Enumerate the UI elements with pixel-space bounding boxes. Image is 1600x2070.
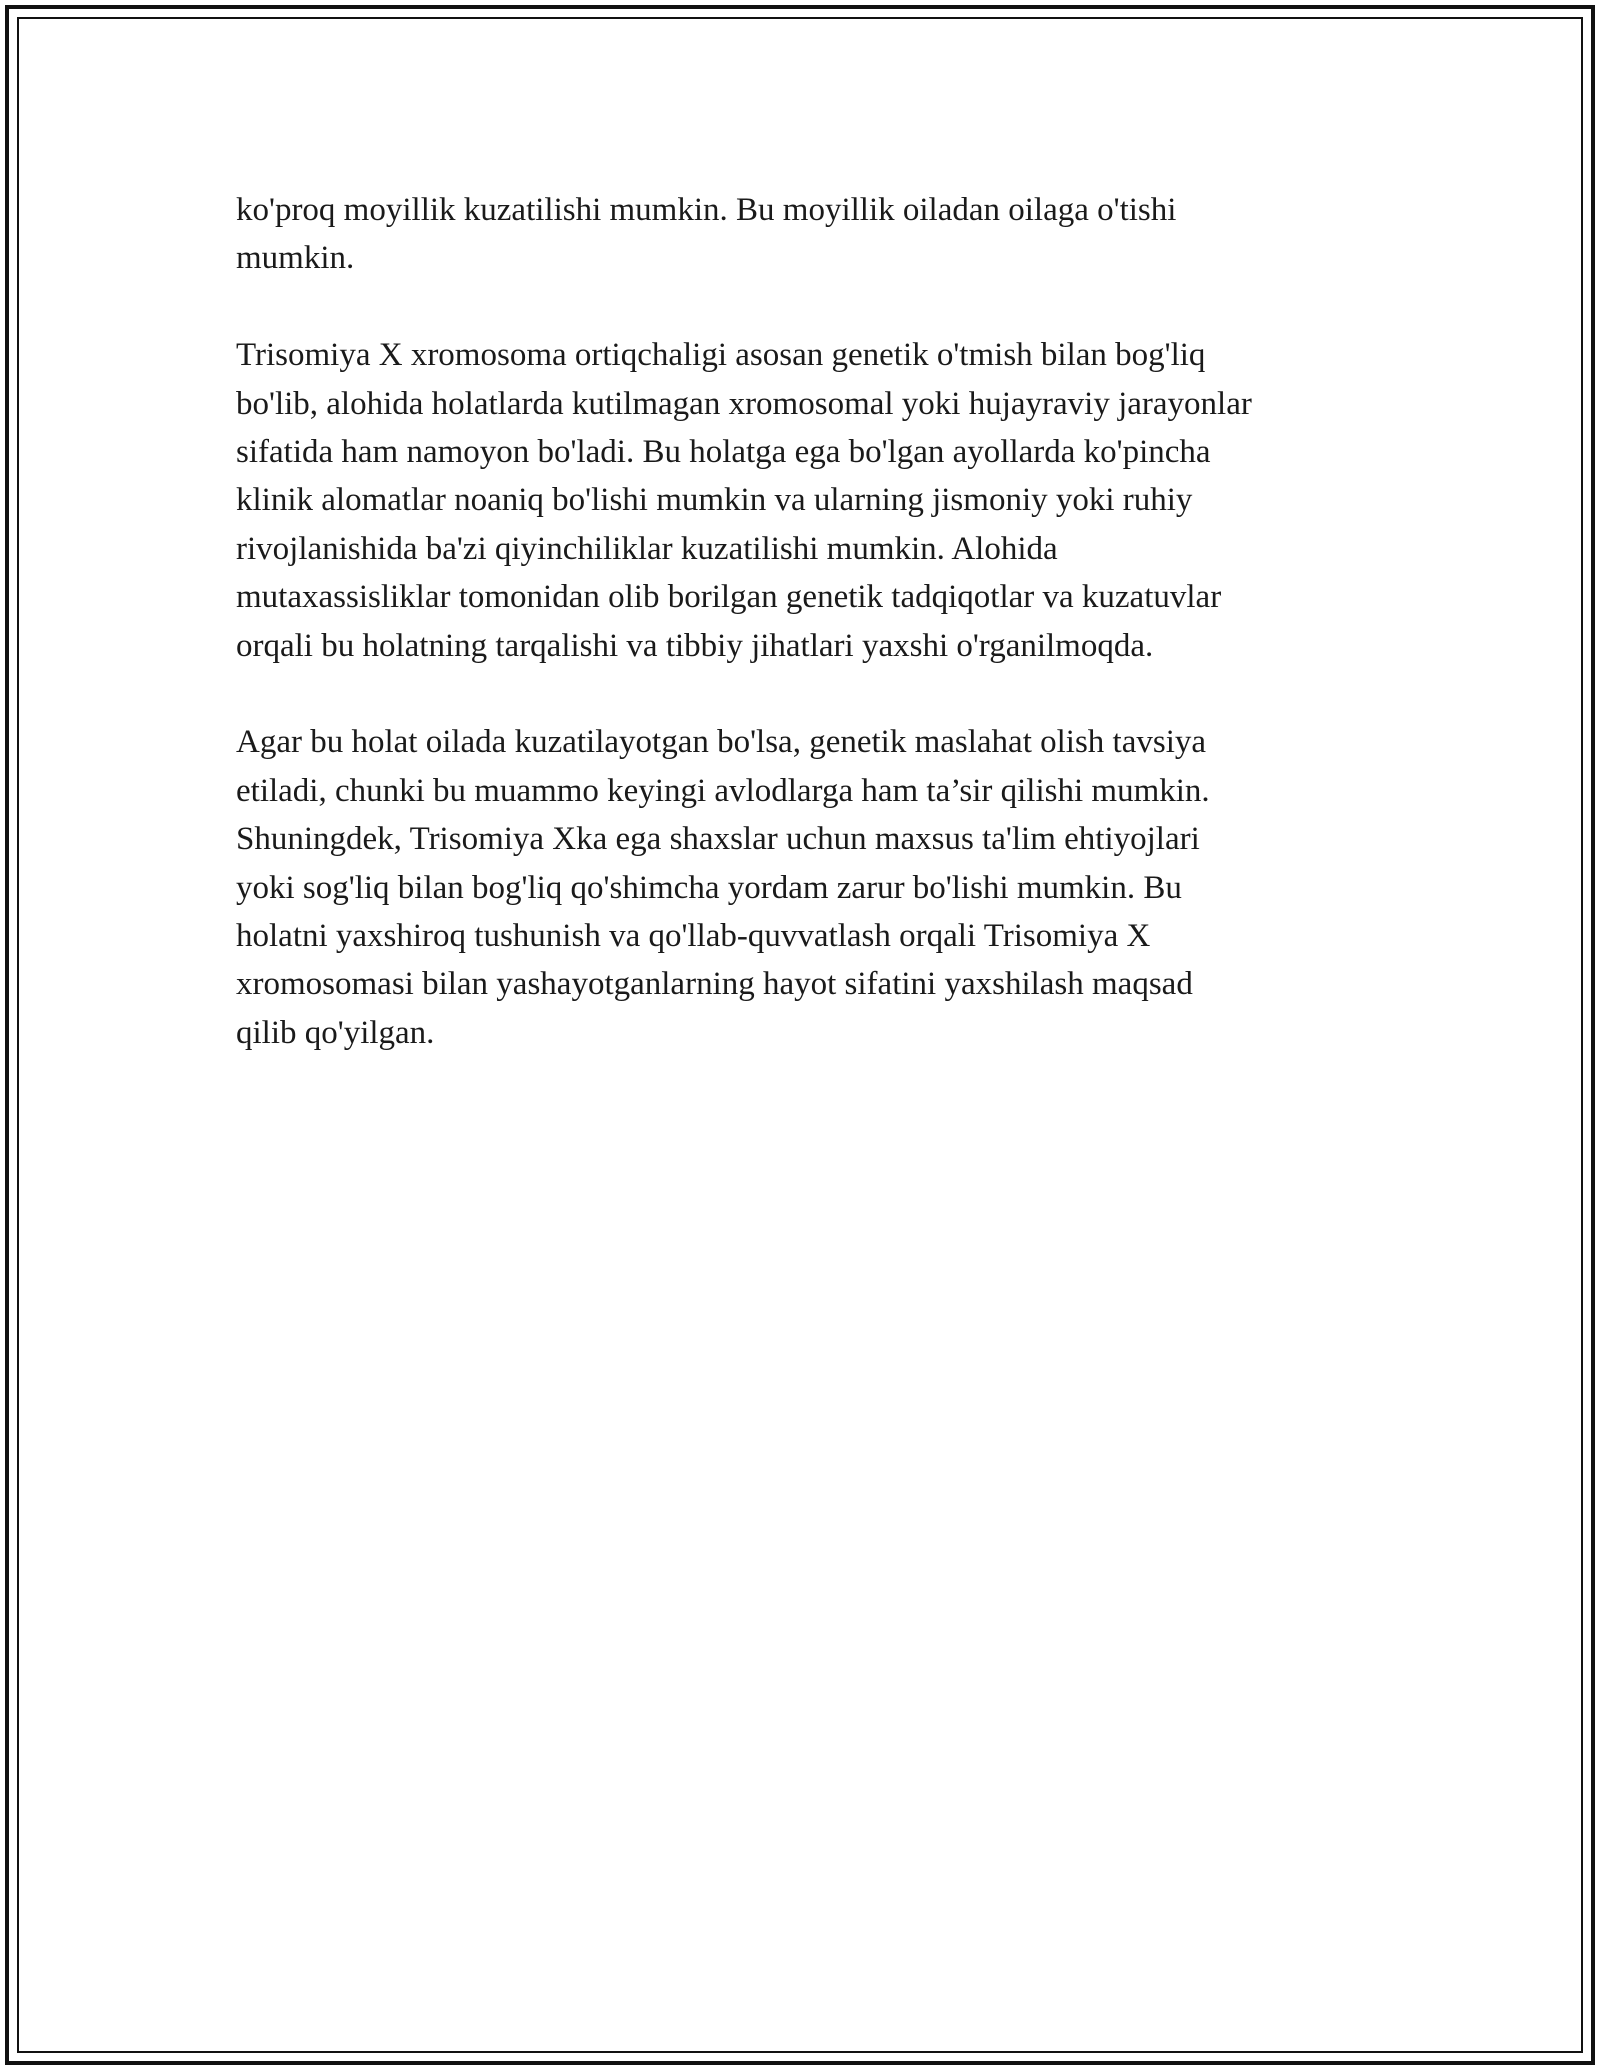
text-line: Shuningdek, Trisomiya Xka ega shaxslar uchun maxsus ta'lim ehtiyojlari: [236, 821, 1200, 858]
text-line: orqali bu holatning tarqalishi va tibbiy jihatlari yaxshi o'rganilmoqda.: [236, 627, 1154, 664]
text-line: etiladi, chunki bu muammo keyingi avlodlarga ham ta’sir qilishi mumkin.: [236, 772, 1210, 809]
text-line: sifatida ham namoyon bo'ladi. Bu holatga ega bo'lgan ayollarda ko'pincha: [236, 434, 1211, 471]
text-line: holatni yaxshiroq tushunish va qo'llab-quvvatlash orqali Trisomiya X: [236, 918, 1151, 955]
text-line: mumkin.: [236, 240, 355, 277]
paragraph-1: [236, 186, 1386, 283]
text-line: bo'lib, alohida holatlarda kutilmagan xromosomal yoki hujayraviy jarayonlar: [236, 385, 1252, 422]
text-line: Agar bu holat oilada kuzatilayotgan bo'lsa, genetik maslahat olish tavsiya: [236, 724, 1207, 761]
text-line: qilib qo'yilgan.: [236, 1014, 435, 1051]
text-line: klinik alomatlar noaniq bo'lishi mumkin va ularning jismoniy yoki ruhiy: [236, 482, 1193, 519]
text-line: ko'proq moyillik kuzatilishi mumkin. Bu moyillik oiladan oilaga o'tishi: [236, 192, 1177, 228]
paragraph-2: [236, 331, 1386, 670]
paragraph-3: [236, 718, 1386, 1057]
text-line: Trisomiya X xromosoma ortiqchaligi asosan genetik o'tmish bilan bog'liq: [236, 337, 1206, 374]
text-line: mutaxassisliklar tomonidan olib borilgan genetik tadqiqotlar va kuzatuvlar: [236, 579, 1222, 616]
text-line: rivojlanishida ba'zi qiyinchiliklar kuzatilishi mumkin. Alohida: [236, 530, 1058, 567]
text-line: yoki sog'liq bilan bog'liq qo'shimcha yordam zarur bo'lishi mumkin. Bu: [236, 869, 1182, 906]
document-body: [236, 186, 1386, 1106]
text-line: xromosomasi bilan yashayotganlarning hayot sifatini yaxshilash maqsad: [236, 966, 1193, 1003]
